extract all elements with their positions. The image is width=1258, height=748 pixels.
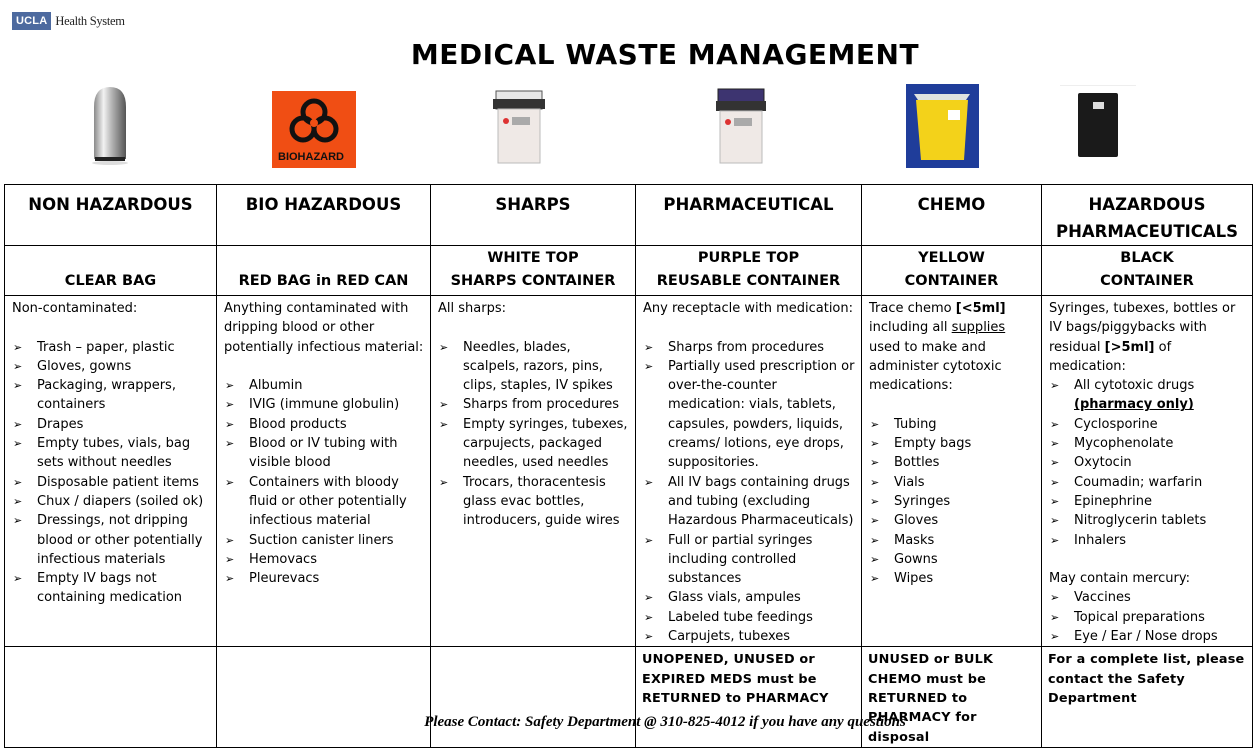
list-item: ➢ Sharps from procedures — [643, 338, 855, 357]
list-item: ➢ Coumadin; warfarin — [1049, 473, 1246, 492]
container-white-top — [431, 246, 636, 296]
logo-text: Health System — [55, 13, 125, 28]
items-row — [5, 296, 1253, 647]
items-chemo — [862, 296, 1042, 647]
list-item: ➢ Blood or IV tubing with visible blood — [224, 434, 424, 473]
list-item: ➢ All IV bags containing drugs and tubing (excluding Hazardous Pharmaceuticals) — [643, 473, 855, 531]
biohazard-symbol-icon — [272, 91, 356, 153]
mercury-intro: May contain mercury: — [1049, 571, 1190, 587]
list-item: ➢ Disposable patient items — [12, 473, 210, 492]
sharps-container-icon — [490, 85, 548, 165]
container-line-1: YELLOW — [918, 250, 985, 266]
items-bio-hazardous — [217, 296, 431, 647]
items-non-hazardous — [5, 296, 217, 647]
list-item: ➢ Blood products — [224, 415, 424, 434]
note-bio-hazardous — [217, 647, 431, 747]
list-item: ➢ Cyclosporine — [1049, 415, 1246, 434]
category-pharmaceutical: PHARMACEUTICAL — [636, 185, 862, 246]
container-clear-bag: CLEAR BAG — [5, 246, 217, 296]
list-item: ➢ Suction canister liners — [224, 531, 424, 550]
list-item: ➢ Glass vials, ampules — [643, 588, 855, 607]
note-pharmaceutical: UNOPENED, UNUSED or EXPIRED MEDS must be RETURNED to PHARMACY — [636, 647, 862, 747]
container-line-1: BLACK — [1120, 250, 1174, 266]
intro-text: Syringes, tubexes, bottles or IV bags/piggybacks with residual [>5ml] of medication: — [1049, 301, 1236, 374]
waste-table — [4, 184, 1253, 748]
category-sharps: SHARPS — [431, 185, 636, 246]
black-container-icon — [1058, 85, 1138, 165]
intro-text: Non-contaminated: — [12, 301, 138, 316]
notes-row — [5, 647, 1253, 747]
list-item: ➢ Trash – paper, plastic — [12, 338, 210, 357]
item-list — [224, 376, 424, 588]
list-item: ➢ Bottles — [869, 453, 1035, 472]
purple-top-container-icon — [712, 85, 770, 165]
residual-limit: [>5ml] — [1104, 339, 1155, 355]
pharmacy-only-note: (pharmacy only) — [1074, 397, 1194, 413]
list-item: ➢ Packaging, wrappers, containers — [12, 376, 210, 415]
note-non-hazardous — [5, 647, 217, 747]
container-line-2: REUSABLE CONTAINER — [656, 273, 841, 289]
intro-text: Trace chemo [<5ml] including all supplies used to make and administer cytotoxic medications: — [869, 301, 1006, 394]
list-item: ➢ Hemovacs — [224, 550, 424, 569]
list-item: ➢ Chux / diapers (soiled ok) — [12, 492, 210, 511]
intro-text: All sharps: — [438, 301, 506, 316]
container-line-2: CONTAINER — [1100, 273, 1194, 289]
list-item: ➢ Gloves — [869, 511, 1035, 530]
intro-text: Any receptacle with medication: — [643, 301, 853, 316]
container-line-2: CONTAINER — [904, 273, 999, 289]
list-item: ➢ Gloves, gowns — [12, 357, 210, 376]
item-list — [869, 415, 1035, 589]
item-list — [1049, 376, 1246, 550]
logo-mark: UCLA — [12, 12, 51, 30]
list-item: ➢ Containers with bloody fluid or other potentially infectious material — [224, 473, 424, 531]
list-item: ➢ Dressings, not dripping blood or other potentially infectious materials — [12, 511, 210, 569]
list-item: ➢ Partially used prescription or over-the-counter medication: vials, tablets, capsules, powders, liquids, creams/ lotions, eye drops, suppositories. — [643, 357, 855, 473]
list-item: ➢ Mycophenolate — [1049, 434, 1246, 453]
note-chemo: UNUSED or BULK CHEMO must be RETURNED to PHARMACY for disposal — [862, 647, 1042, 747]
list-item: ➢ IVIG (immune globulin) — [224, 395, 424, 414]
list-item: ➢ Full or partial syringes including controlled substances — [643, 531, 855, 589]
list-item: ➢ Needles, blades, scalpels, razors, pins, clips, staples, IV spikes — [438, 338, 629, 396]
biohazard-icon — [272, 91, 356, 168]
list-item: ➢ Empty tubes, vials, bag sets without needles — [12, 434, 210, 473]
note-sharps — [431, 647, 636, 747]
category-chemo: CHEMO — [862, 185, 1042, 246]
list-item: ➢ Drapes — [12, 415, 210, 434]
trace-limit: [<5ml] — [955, 301, 1006, 316]
item-list — [643, 338, 855, 647]
list-item: ➢ Syringes — [869, 492, 1035, 511]
item-list — [12, 338, 210, 608]
list-item: ➢ Empty bags — [869, 434, 1035, 453]
category-hazardous-pharmaceuticals — [1042, 185, 1253, 246]
list-item: ➢ Oxytocin — [1049, 453, 1246, 472]
category-line-2: PHARMACEUTICALS — [1055, 222, 1238, 241]
list-item: ➢ Vials — [869, 473, 1035, 492]
list-item: ➢ Vaccines — [1049, 588, 1246, 607]
list-item: ➢ Nitroglycerin tablets — [1049, 511, 1246, 530]
list-item: ➢ Topical preparations — [1049, 608, 1246, 627]
list-item: ➢ Albumin — [224, 376, 424, 395]
contact-footer: Please Contact: Safety Department @ 310-825-4012 if you have any questions — [424, 714, 906, 730]
note-hazardous-pharmaceuticals: For a complete list, please contact the Safety Department — [1042, 647, 1253, 747]
list-item: ➢ Masks — [869, 531, 1035, 550]
mercury-list — [1049, 588, 1246, 646]
container-yellow — [862, 246, 1042, 296]
container-line-2: SHARPS CONTAINER — [450, 273, 616, 289]
list-item: ➢ Tubing — [869, 415, 1035, 434]
list-item: ➢ Empty syringes, tubexes, carpujects, packaged needles, used needles — [438, 415, 629, 473]
category-bio-hazardous: BIO HAZARDOUS — [217, 185, 431, 246]
page-title: MEDICAL WASTE MANAGEMENT — [410, 38, 920, 71]
supplies-emphasis: supplies — [951, 320, 1006, 336]
container-purple-top — [636, 246, 862, 296]
list-item: ➢ Epinephrine — [1049, 492, 1246, 511]
items-hazardous-pharmaceuticals — [1042, 296, 1253, 647]
list-item: ➢ Eye / Ear / Nose drops — [1049, 627, 1246, 646]
biohazard-label: BIOHAZARD — [278, 151, 344, 163]
category-row — [5, 185, 1253, 246]
list-item: ➢ Carpujets, tubexes — [643, 627, 855, 646]
container-line-1: PURPLE TOP — [697, 250, 800, 266]
list-item: ➢ Trocars, thoracentesis glass evac bottles, introducers, guide wires — [438, 473, 629, 531]
list-item: ➢ Empty IV bags not containing medication — [12, 569, 210, 608]
list-item: ➢ Pleurevacs — [224, 569, 424, 588]
list-item: ➢ Labeled tube feedings — [643, 608, 855, 627]
trash-can-icon — [86, 85, 134, 165]
ucla-health-logo — [12, 12, 125, 30]
items-pharmaceutical — [636, 296, 862, 647]
list-item: ➢ Sharps from procedures — [438, 395, 629, 414]
list-item: ➢ Inhalers — [1049, 531, 1246, 550]
list-item: ➢ All cytotoxic drugs (pharmacy only) — [1049, 376, 1246, 415]
container-row — [5, 246, 1253, 296]
container-red-bag: RED BAG in RED CAN — [217, 246, 431, 296]
item-list — [438, 338, 629, 531]
list-item: ➢ Wipes — [869, 569, 1035, 588]
category-line-1: HAZARDOUS — [1088, 195, 1206, 214]
intro-text: Anything contaminated with dripping blood or other potentially infectious material: — [224, 301, 424, 355]
category-non-hazardous: NON HAZARDOUS — [5, 185, 217, 246]
container-black — [1042, 246, 1253, 296]
container-line-1: WHITE TOP — [487, 250, 579, 266]
items-sharps — [431, 296, 636, 647]
list-item: ➢ Gowns — [869, 550, 1035, 569]
yellow-container-icon — [906, 84, 979, 168]
